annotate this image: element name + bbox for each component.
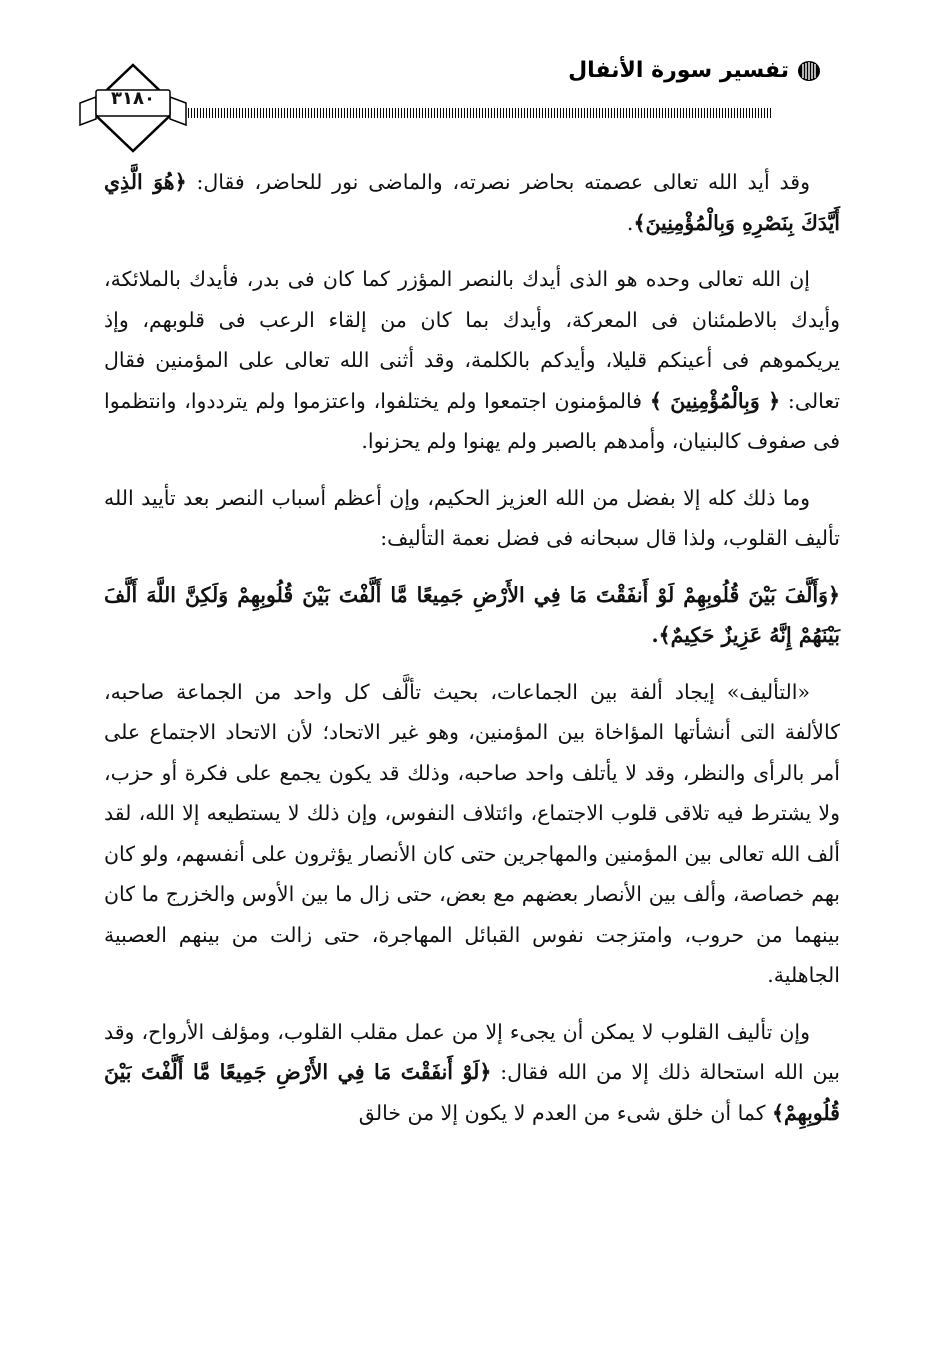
quran-verse: ﴿لَوْ أَنفَقْتَ مَا فِي الأَرْضِ جَمِيعًا مَّا أَلَّفْتَ بَيْنَ قُلُوبِهِمْ﴾ <box>104 1060 840 1125</box>
quran-verse: ﴿وَأَلَّفَ بَيْنَ قُلُوبِهِمْ لَوْ أَنفَقْتَ مَا فِي الأَرْضِ جَمِيعًا مَّا أَلَّفْتَ بَيْنَ قُلُوبِهِمْ وَلَكِنَّ اللَّهَ أَلَّفَ بَيْنَهُمْ إِنَّهُ عَزِيزٌ حَكِيمٌ﴾ <box>104 582 840 647</box>
paragraph-6 <box>104 1012 840 1134</box>
paragraph-text: كما أن خلق شىء من العدم لا يكون إلا من خالق <box>358 1100 772 1125</box>
running-header <box>568 58 821 83</box>
paragraph-text: وقد أيد الله تعالى عصمته بحاضر نصرته، والماضى نور للحاضر، فقال: <box>186 170 810 194</box>
paragraph-5 <box>104 672 840 996</box>
paragraph-1 <box>104 162 840 243</box>
running-header-title: تفسير سورة الأنفال <box>568 58 789 83</box>
paragraph-3 <box>104 478 840 559</box>
quran-verse: ﴿هُوَ الَّذِي أَيَّدَكَ بِنَصْرِهِ وَبِالْمُؤْمِنِينَ﴾ <box>104 170 840 235</box>
page-number: ٣١٨٠ <box>111 88 155 109</box>
paragraph-text: وإن تأليف القلوب لا يمكن أن يجىء إلا من عمل مقلب القلوب، ومؤلف الأرواح، وقد بين الله استحالة ذلك إلا من الله فقال: <box>104 1019 840 1084</box>
paragraph-text: «التأليف» إيجاد ألفة بين الجماعات، بحيث تألَّف كل واحد من الجماعة صاحبه، كالألفة التى أنشأتها المؤاخاة بين المؤمنين، وهو غير الاتحاد؛ لأن الاتحاد الاجتماع على أمر بالرأى والنظر، وقد لا يأتلف واحد صاحبه، وذلك قد يكون يجمع على فكرة أو حزب، ولا يشترط فيه تلاقى قلوب الاجتماع، وائتلاف النفوس، وإن ذلك لا يستطيعه إلا الله، لقد ألف الله تعالى بين المؤمنين والمهاجرين حتى كان الأنصار يؤثرون على أنفسهم، ولو كان بهم خصاصة، وألف بين الأنصار بعضهم مع بعض، حتى زال ما بين الأوس والخزرج ما كان بينهما من حروب، وامتزجت نفوس القبائل المهاجرة، حتى زالت من بينهم العصبية الجاهلية. <box>104 679 840 987</box>
header-rule <box>104 108 771 118</box>
paragraph-text: وما ذلك كله إلا بفضل من الله العزيز الحكيم، وإن أعظم أسباب النصر بعد تأييد الله تأليف القلوب، ولذا قال سبحانه فى فضل نعمة التأليف: <box>104 485 840 550</box>
paragraph-text: . <box>651 623 659 647</box>
paragraph-text: إن الله تعالى وحده هو الذى أيدك بالنصر المؤزر كما كان فى بدر، فأيدك بالملائكة، وأيدك بالاطمئنان فى المعركة، وأيدك بما كان من إلقاء الرعب فى قلوبهم، وإذ يريكموهم فى أعينكم قليلا، وأيدكم بالكلمة، وقد أثنى الله تعالى على المؤمنين فقال تعالى: <box>104 267 840 413</box>
body-text <box>104 162 840 1149</box>
rosette-ornament-icon <box>797 60 821 82</box>
paragraph-text: . <box>626 210 634 235</box>
paragraph-2 <box>104 259 840 462</box>
quran-verse: ﴿ وَبِالْمُؤْمِنِينَ ﴾ <box>649 388 781 413</box>
paragraph-4-verse-block <box>104 575 840 656</box>
paragraph-text: فالمؤمنون اجتمعوا ولم يختلفوا، واعتزموا ولم يترددوا، وانتظموا فى صفوف كالبنيان، وأمدهم بالصبر ولم يهنوا ولم يحزنوا. <box>104 388 840 453</box>
